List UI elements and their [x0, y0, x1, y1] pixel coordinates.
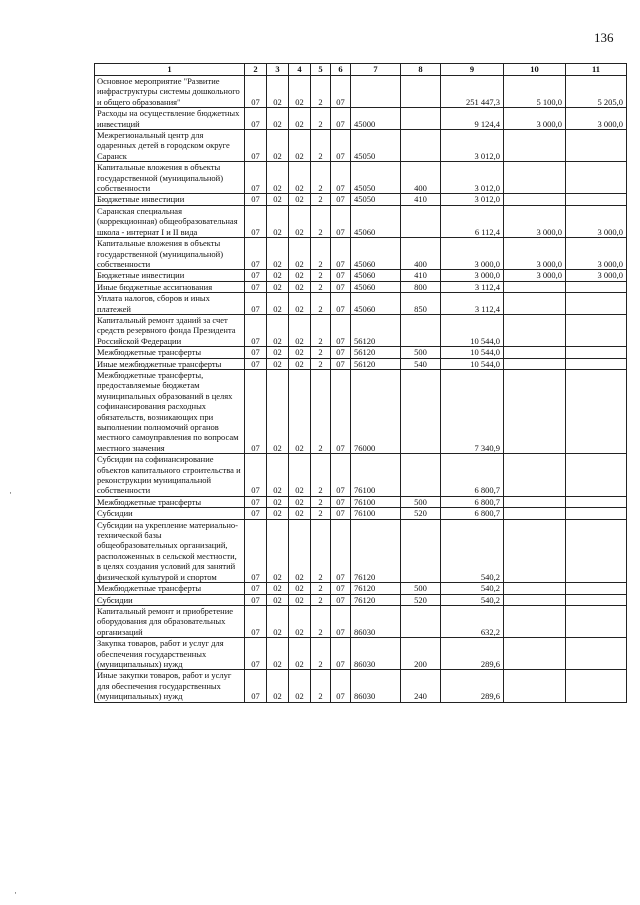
table-cell — [504, 454, 566, 497]
table-cell — [566, 162, 627, 194]
column-header: 2 — [245, 64, 267, 76]
page-number: 136 — [594, 30, 614, 45]
table-cell: 02 — [267, 583, 289, 594]
table-cell: 07 — [245, 76, 267, 108]
column-header: 5 — [311, 64, 331, 76]
table-cell: 2 — [311, 347, 331, 358]
table-cell: 632,2 — [441, 605, 504, 637]
table-cell: 02 — [289, 162, 311, 194]
table-cell: 02 — [267, 347, 289, 358]
table-cell: 07 — [331, 369, 351, 453]
table-cell — [504, 583, 566, 594]
table-cell: 07 — [245, 605, 267, 637]
table-cell: 07 — [331, 76, 351, 108]
budget-table — [94, 63, 627, 703]
column-header: 10 — [504, 64, 566, 76]
table-cell: 3 000,0 — [504, 205, 566, 237]
table-cell: 3 112,4 — [441, 293, 504, 315]
table-cell — [504, 369, 566, 453]
table-cell — [504, 670, 566, 702]
table-cell: 02 — [289, 454, 311, 497]
table-cell — [504, 358, 566, 369]
table-cell: 45060 — [351, 281, 401, 292]
table-cell: 02 — [289, 205, 311, 237]
table-row — [95, 130, 627, 162]
table-cell: 3 000,0 — [441, 238, 504, 270]
table-cell: 45060 — [351, 293, 401, 315]
table-row — [95, 205, 627, 237]
table-row — [95, 162, 627, 194]
table-cell: 500 — [401, 583, 441, 594]
table-cell: 02 — [289, 108, 311, 130]
table-cell: 3 000,0 — [504, 270, 566, 281]
table-cell: 3 000,0 — [504, 238, 566, 270]
table-row — [95, 519, 627, 582]
table-cell — [401, 369, 441, 453]
table-cell — [566, 594, 627, 605]
table-cell: 45050 — [351, 130, 401, 162]
table-cell: 2 — [311, 369, 331, 453]
table-cell — [504, 194, 566, 205]
column-header: 3 — [267, 64, 289, 76]
table-cell: 02 — [289, 583, 311, 594]
table-cell: 02 — [267, 281, 289, 292]
table-cell: 07 — [245, 194, 267, 205]
table-cell — [351, 76, 401, 108]
table-cell: 02 — [267, 194, 289, 205]
table-cell: 07 — [245, 238, 267, 270]
table-cell: 07 — [245, 281, 267, 292]
table-row — [95, 369, 627, 453]
table-row — [95, 358, 627, 369]
table-cell — [566, 496, 627, 507]
table-cell: 02 — [289, 508, 311, 519]
table-cell: 3 012,0 — [441, 194, 504, 205]
table-cell: 02 — [267, 508, 289, 519]
table-cell: 410 — [401, 270, 441, 281]
row-name-cell: Субсидии на софинансирование объектов капитального строительства и реконструкции муниципальной собственности — [95, 454, 245, 497]
row-name-cell: Иные бюджетные ассигнования — [95, 281, 245, 292]
table-cell: 07 — [331, 454, 351, 497]
table-cell: 07 — [331, 605, 351, 637]
table-row — [95, 594, 627, 605]
table-cell: 400 — [401, 238, 441, 270]
row-name-cell: Иные межбюджетные трансферты — [95, 358, 245, 369]
table-cell: 45060 — [351, 205, 401, 237]
table-cell — [504, 347, 566, 358]
row-name-cell: Межбюджетные трансферты — [95, 583, 245, 594]
row-name-cell: Иные закупки товаров, работ и услуг для обеспечения государственных (муниципальных) нужд — [95, 670, 245, 702]
table-cell: 07 — [245, 454, 267, 497]
table-cell: 3 000,0 — [504, 108, 566, 130]
table-cell: 07 — [245, 496, 267, 507]
table-cell — [504, 281, 566, 292]
table-cell: 02 — [267, 454, 289, 497]
table-row — [95, 270, 627, 281]
table-cell: 56120 — [351, 314, 401, 346]
table-cell: 6 800,7 — [441, 454, 504, 497]
row-name-cell: Капитальные вложения в объекты государственной (муниципальной) собственности — [95, 238, 245, 270]
table-cell: 289,6 — [441, 670, 504, 702]
table-cell: 02 — [267, 519, 289, 582]
row-name-cell: Субсидии на укрепление материально-технической базы общеобразовательных организаций, расположенных в сельской местности, в целях создания условий для занятий физической культурой и спортом — [95, 519, 245, 582]
table-row — [95, 347, 627, 358]
table-cell — [401, 108, 441, 130]
table-cell — [401, 605, 441, 637]
table-cell: 07 — [245, 358, 267, 369]
table-cell: 02 — [289, 130, 311, 162]
table-cell: 07 — [331, 519, 351, 582]
table-cell — [566, 293, 627, 315]
table-cell: 07 — [245, 130, 267, 162]
table-cell: 2 — [311, 594, 331, 605]
row-name-cell: Капитальные вложения в объекты государственной (муниципальной) собственности — [95, 162, 245, 194]
table-cell: 520 — [401, 594, 441, 605]
table-cell: 251 447,3 — [441, 76, 504, 108]
table-cell: 3 000,0 — [566, 205, 627, 237]
table-cell: 76000 — [351, 369, 401, 453]
table-row — [95, 108, 627, 130]
row-name-cell: Межрегиональный центр для одаренных детей в городском округе Саранск — [95, 130, 245, 162]
column-header: 11 — [566, 64, 627, 76]
table-cell: 5 205,0 — [566, 76, 627, 108]
table-cell: 9 124,4 — [441, 108, 504, 130]
table-cell: 07 — [245, 670, 267, 702]
table-cell: 56120 — [351, 347, 401, 358]
table-cell: 07 — [245, 162, 267, 194]
table-cell: 07 — [245, 314, 267, 346]
table-cell: 02 — [289, 270, 311, 281]
table-cell: 2 — [311, 293, 331, 315]
row-name-cell: Капитальный ремонт и приобретение оборудования для образовательных организаций — [95, 605, 245, 637]
table-cell: 02 — [289, 238, 311, 270]
table-cell: 56120 — [351, 358, 401, 369]
table-cell: 07 — [245, 270, 267, 281]
table-cell: 07 — [331, 281, 351, 292]
table-cell: 02 — [289, 594, 311, 605]
table-cell — [401, 454, 441, 497]
table-cell — [566, 670, 627, 702]
table-cell: 10 544,0 — [441, 358, 504, 369]
table-cell: 02 — [289, 358, 311, 369]
table-cell: 2 — [311, 358, 331, 369]
table-cell — [401, 130, 441, 162]
table-cell: 02 — [267, 594, 289, 605]
table-cell: 02 — [289, 496, 311, 507]
table-cell: 07 — [331, 314, 351, 346]
table-row — [95, 454, 627, 497]
table-cell — [504, 130, 566, 162]
table-cell: 02 — [267, 205, 289, 237]
table-cell — [566, 454, 627, 497]
table-cell: 86030 — [351, 638, 401, 670]
row-name-cell: Межбюджетные трансферты — [95, 347, 245, 358]
table-cell: 2 — [311, 508, 331, 519]
table-cell: 6 800,7 — [441, 496, 504, 507]
table-cell — [504, 638, 566, 670]
table-cell: 540,2 — [441, 519, 504, 582]
table-cell: 07 — [245, 583, 267, 594]
table-cell: 3 012,0 — [441, 130, 504, 162]
table-cell: 86030 — [351, 670, 401, 702]
table-cell: 86030 — [351, 605, 401, 637]
table-cell — [566, 583, 627, 594]
table-cell: 410 — [401, 194, 441, 205]
table-row — [95, 194, 627, 205]
table-cell: 240 — [401, 670, 441, 702]
scan-mark: · — [9, 488, 12, 498]
table-cell: 45000 — [351, 108, 401, 130]
table-cell — [566, 314, 627, 346]
table-cell: 02 — [289, 369, 311, 453]
table-cell — [401, 519, 441, 582]
table-row — [95, 314, 627, 346]
table-cell: 400 — [401, 162, 441, 194]
table-cell: 02 — [267, 270, 289, 281]
table-cell: 02 — [267, 605, 289, 637]
table-cell: 02 — [267, 496, 289, 507]
table-cell: 07 — [331, 508, 351, 519]
table-cell: 02 — [267, 314, 289, 346]
table-cell: 76100 — [351, 454, 401, 497]
table-cell: 2 — [311, 519, 331, 582]
table-cell: 76100 — [351, 496, 401, 507]
table-cell: 5 100,0 — [504, 76, 566, 108]
table-cell: 07 — [331, 293, 351, 315]
table-cell: 02 — [267, 670, 289, 702]
table-cell: 07 — [331, 130, 351, 162]
table-row — [95, 508, 627, 519]
table-cell — [504, 508, 566, 519]
table-cell: 07 — [245, 594, 267, 605]
table-cell: 02 — [289, 638, 311, 670]
column-header: 6 — [331, 64, 351, 76]
table-cell: 07 — [331, 594, 351, 605]
table-cell — [504, 519, 566, 582]
table-cell: 76120 — [351, 583, 401, 594]
table-cell: 2 — [311, 454, 331, 497]
table-cell — [566, 638, 627, 670]
table-row — [95, 638, 627, 670]
table-cell — [401, 314, 441, 346]
table-cell: 07 — [331, 496, 351, 507]
table-row — [95, 281, 627, 292]
table-cell: 2 — [311, 270, 331, 281]
table-cell: 02 — [289, 76, 311, 108]
table-cell: 02 — [267, 238, 289, 270]
table-cell: 2 — [311, 281, 331, 292]
table-cell: 76100 — [351, 508, 401, 519]
table-cell: 02 — [267, 108, 289, 130]
table-cell: 2 — [311, 670, 331, 702]
table-cell: 3 000,0 — [566, 270, 627, 281]
table-cell: 07 — [331, 583, 351, 594]
table-cell — [504, 594, 566, 605]
table-row — [95, 496, 627, 507]
table-cell: 07 — [331, 162, 351, 194]
table-cell: 02 — [289, 670, 311, 702]
table-cell: 45060 — [351, 238, 401, 270]
table-header-row — [95, 64, 627, 76]
table-cell — [504, 162, 566, 194]
table-cell: 2 — [311, 130, 331, 162]
table-cell: 02 — [267, 638, 289, 670]
table-cell: 45050 — [351, 162, 401, 194]
table-cell — [401, 205, 441, 237]
table-row — [95, 76, 627, 108]
table-cell: 500 — [401, 347, 441, 358]
table-cell — [566, 369, 627, 453]
table-cell: 02 — [289, 293, 311, 315]
table-cell: 07 — [245, 293, 267, 315]
table-cell: 07 — [331, 238, 351, 270]
column-header: 1 — [95, 64, 245, 76]
table-row — [95, 238, 627, 270]
column-header: 9 — [441, 64, 504, 76]
table-cell: 02 — [267, 130, 289, 162]
column-header: 7 — [351, 64, 401, 76]
table-cell: 7 340,9 — [441, 369, 504, 453]
table-cell: 3 012,0 — [441, 162, 504, 194]
table-cell — [566, 281, 627, 292]
table-cell: 3 000,0 — [566, 108, 627, 130]
table-cell: 07 — [331, 347, 351, 358]
table-cell: 540 — [401, 358, 441, 369]
table-cell: 200 — [401, 638, 441, 670]
column-header: 4 — [289, 64, 311, 76]
table-cell: 76120 — [351, 594, 401, 605]
table-cell: 45060 — [351, 270, 401, 281]
table-cell — [566, 194, 627, 205]
table-cell: 2 — [311, 605, 331, 637]
table-cell: 07 — [331, 108, 351, 130]
table-cell: 02 — [289, 347, 311, 358]
table-cell: 07 — [331, 670, 351, 702]
table-cell: 850 — [401, 293, 441, 315]
table-cell: 07 — [331, 205, 351, 237]
table-cell: 10 544,0 — [441, 347, 504, 358]
table-row — [95, 670, 627, 702]
table-cell: 2 — [311, 314, 331, 346]
table-cell: 07 — [331, 194, 351, 205]
table-cell: 520 — [401, 508, 441, 519]
row-name-cell: Расходы на осуществление бюджетных инвестиций — [95, 108, 245, 130]
table-cell: 02 — [267, 162, 289, 194]
table-cell: 540,2 — [441, 583, 504, 594]
table-cell: 6 800,7 — [441, 508, 504, 519]
table-cell: 02 — [267, 369, 289, 453]
table-cell — [504, 293, 566, 315]
table-cell: 07 — [245, 205, 267, 237]
row-name-cell: Субсидии — [95, 508, 245, 519]
row-name-cell: Закупка товаров, работ и услуг для обеспечения государственных (муниципальных) нужд — [95, 638, 245, 670]
table-cell — [504, 314, 566, 346]
table-cell — [401, 76, 441, 108]
table-cell: 540,2 — [441, 594, 504, 605]
table-cell: 07 — [245, 519, 267, 582]
row-name-cell: Уплата налогов, сборов и иных платежей — [95, 293, 245, 315]
table-cell: 07 — [245, 108, 267, 130]
table-row — [95, 583, 627, 594]
table-cell: 07 — [245, 638, 267, 670]
table-cell — [566, 519, 627, 582]
table-cell: 2 — [311, 638, 331, 670]
table-row — [95, 605, 627, 637]
table-cell: 45050 — [351, 194, 401, 205]
table-cell — [566, 508, 627, 519]
table-cell: 2 — [311, 238, 331, 270]
table-cell — [566, 347, 627, 358]
table-cell: 07 — [245, 347, 267, 358]
row-name-cell: Бюджетные инвестиции — [95, 270, 245, 281]
table-cell: 02 — [289, 314, 311, 346]
table-cell: 07 — [331, 358, 351, 369]
table-cell: 07 — [245, 369, 267, 453]
table-cell: 2 — [311, 496, 331, 507]
table-cell — [566, 358, 627, 369]
table-cell: 2 — [311, 583, 331, 594]
column-header: 8 — [401, 64, 441, 76]
table-cell — [504, 605, 566, 637]
table-row — [95, 293, 627, 315]
row-name-cell: Капитальный ремонт зданий за счет средств резервного фонда Президента Российской Федерации — [95, 314, 245, 346]
table-cell: 3 000,0 — [441, 270, 504, 281]
table-cell: 10 544,0 — [441, 314, 504, 346]
table-cell: 02 — [289, 519, 311, 582]
table-cell: 07 — [331, 638, 351, 670]
table-cell: 07 — [245, 508, 267, 519]
table-cell: 2 — [311, 76, 331, 108]
table-cell: 2 — [311, 108, 331, 130]
row-name-cell: Бюджетные инвестиции — [95, 194, 245, 205]
table-cell: 6 112,4 — [441, 205, 504, 237]
table-cell: 500 — [401, 496, 441, 507]
table-cell: 2 — [311, 205, 331, 237]
row-name-cell: Субсидии — [95, 594, 245, 605]
table-cell: 02 — [267, 293, 289, 315]
table-cell — [504, 496, 566, 507]
row-name-cell: Межбюджетные трансферты — [95, 496, 245, 507]
table-cell: 76120 — [351, 519, 401, 582]
table-cell: 07 — [331, 270, 351, 281]
table-cell: 800 — [401, 281, 441, 292]
table-cell: 02 — [289, 605, 311, 637]
table-cell: 02 — [289, 194, 311, 205]
row-name-cell: Саранская специальная (коррекционная) общеобразовательная школа - интернат I и II вида — [95, 205, 245, 237]
table-cell: 3 000,0 — [566, 238, 627, 270]
scan-mark: · — [14, 888, 17, 898]
table-cell: 3 112,4 — [441, 281, 504, 292]
table-cell — [566, 605, 627, 637]
table-cell: 2 — [311, 194, 331, 205]
table-cell: 2 — [311, 162, 331, 194]
row-name-cell: Межбюджетные трансферты, предоставляемые бюджетам муниципальных образований в целях софинансирования расходных обязательств, возникающих при выполнении полномочий органов местного самоуправления по вопросам местного значения — [95, 369, 245, 453]
table-cell: 02 — [289, 281, 311, 292]
table-cell: 02 — [267, 358, 289, 369]
table-cell — [566, 130, 627, 162]
table-cell: 289,6 — [441, 638, 504, 670]
row-name-cell: Основное мероприятие "Развитие инфраструктуры системы дошкольного и общего образования" — [95, 76, 245, 108]
table-cell: 02 — [267, 76, 289, 108]
